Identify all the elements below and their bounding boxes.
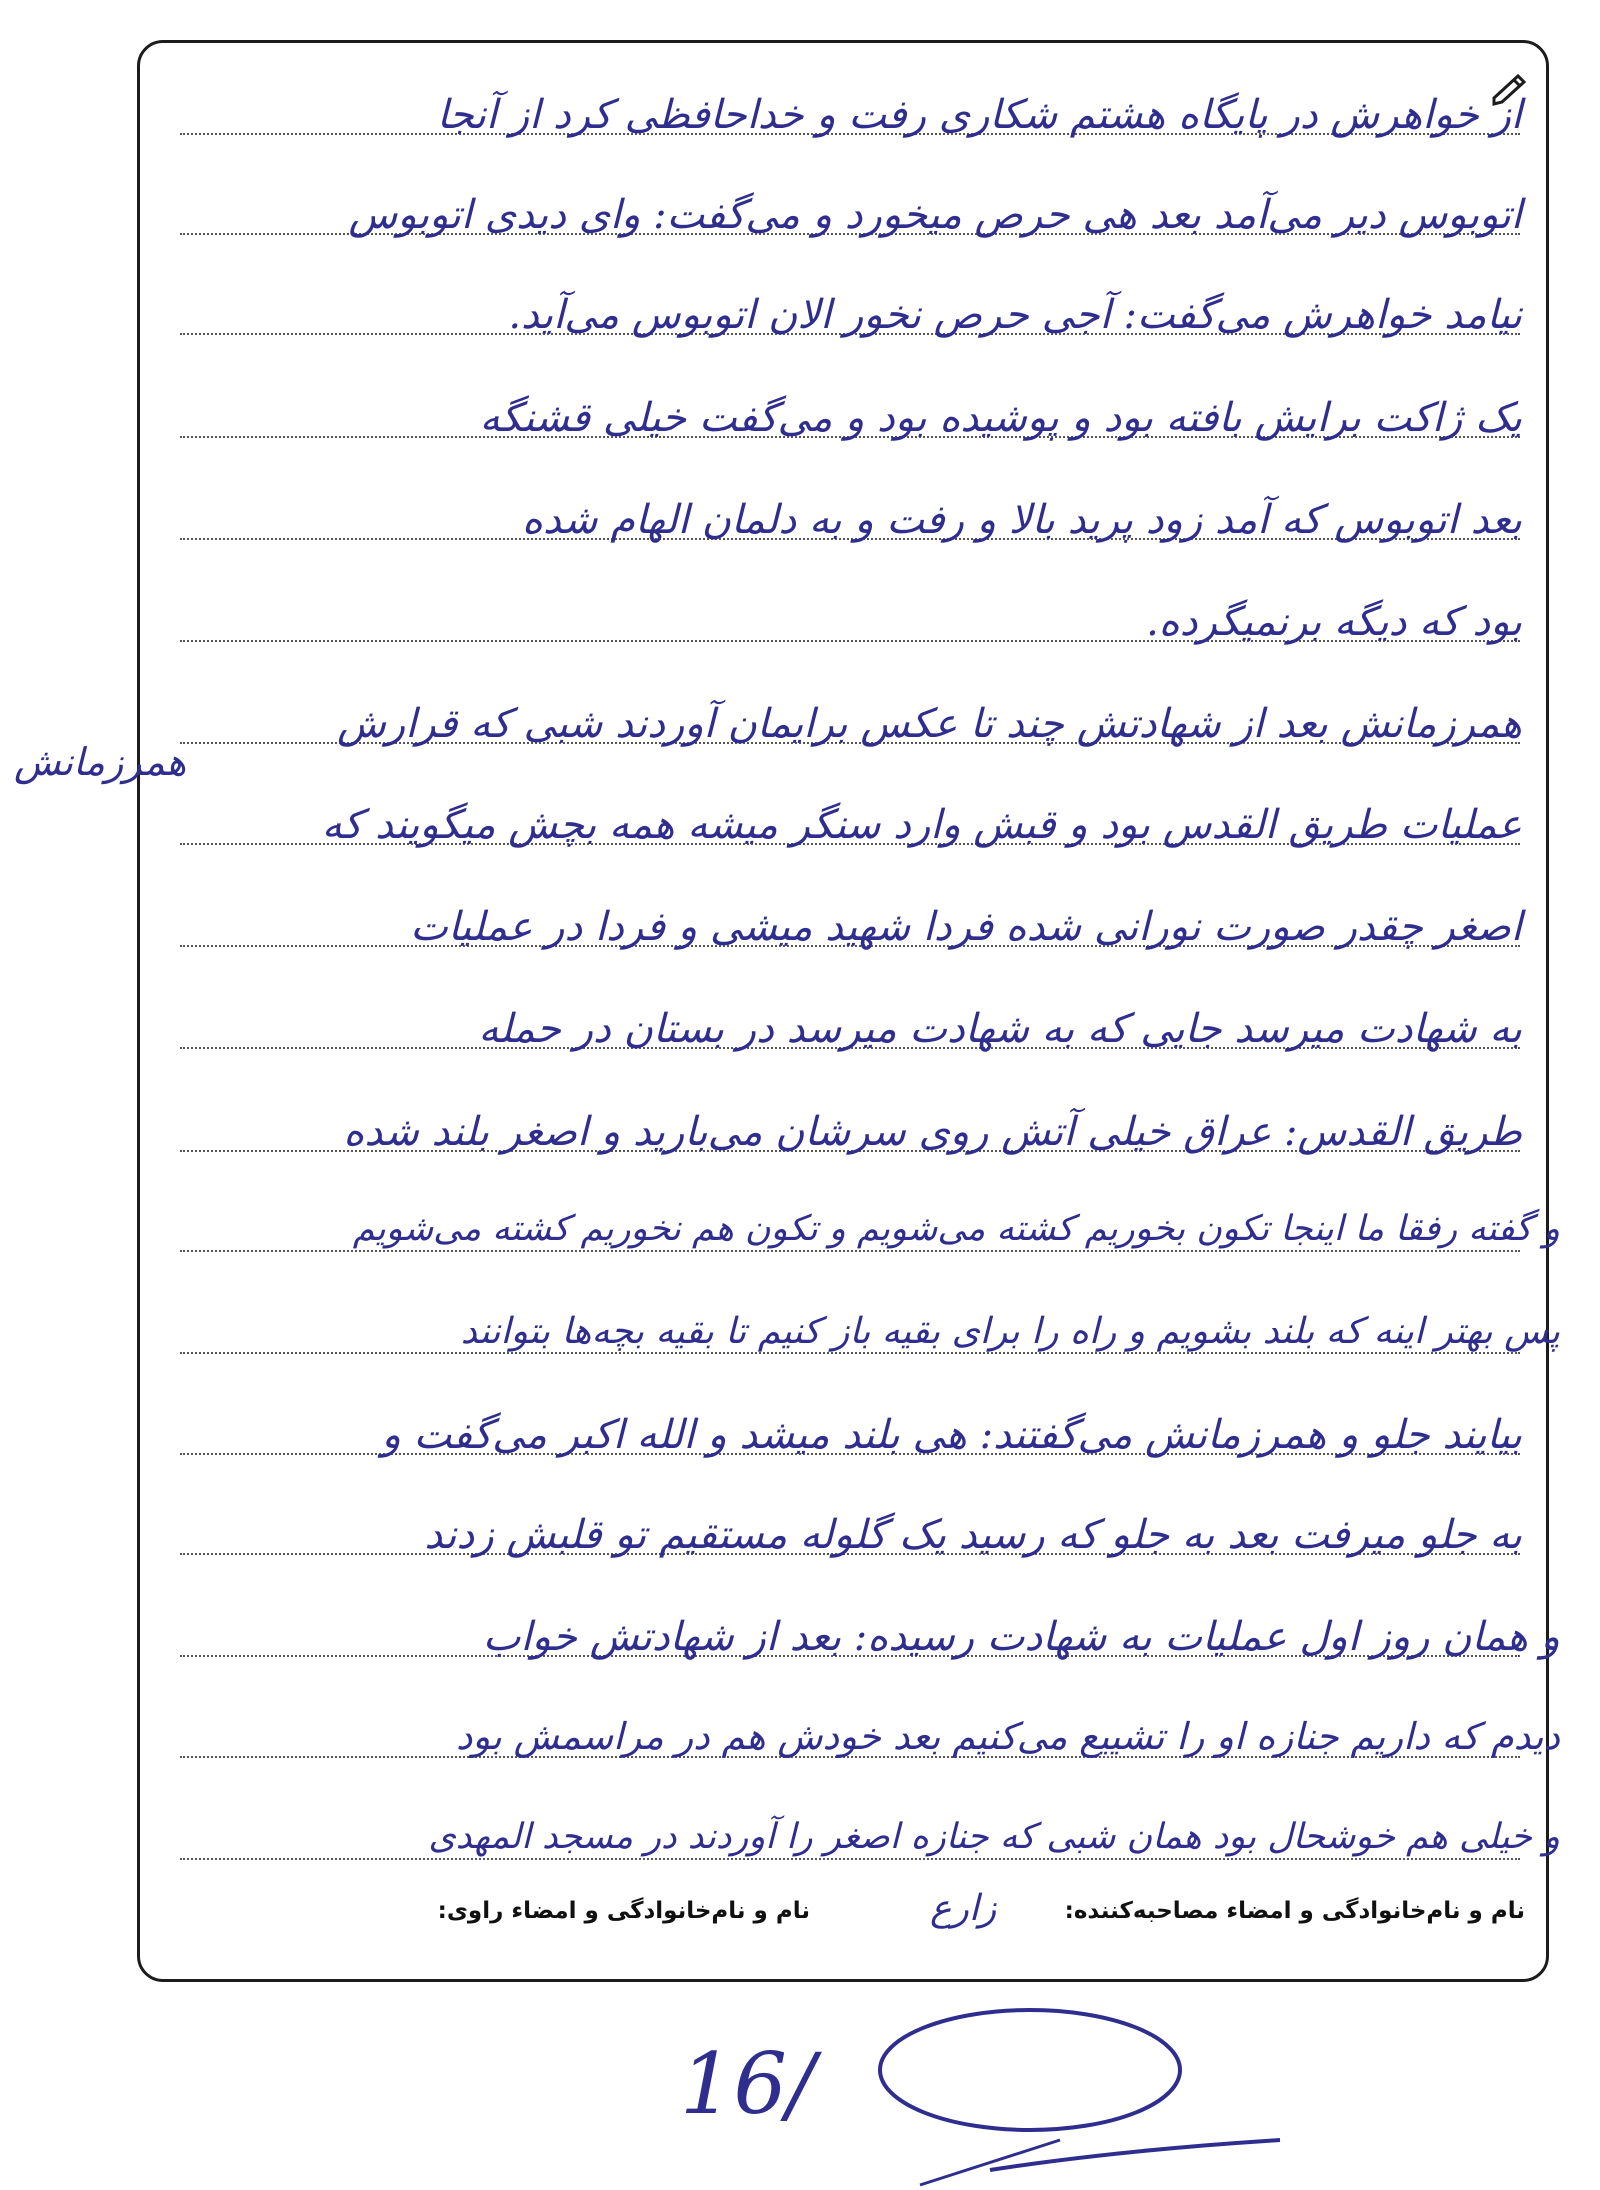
page-number: 16/ (680, 2035, 816, 2133)
handwritten-line: عملیات طریق القدس بود و قبش وارد سنگر میشه همه بچش میگویند که (321, 802, 1522, 848)
handwritten-line: از خواهرش در پایگاه هشتم شکاری رفت و خداحافظی کرد از آنجا (436, 92, 1522, 138)
handwritten-line: و گفته رفقا ما اینجا تکون بخوریم کشته می‌شویم و تکون هم نخوریم کشته می‌شویم (352, 1209, 1560, 1249)
handwritten-line: بعد اتوبوس که آمد زود پرید بالا و رفت و به دلمان الهام شده (522, 497, 1522, 543)
ruled-line (180, 1352, 1520, 1354)
handwritten-line: و همان روز اول عملیات به شهادت رسیده: بعد از شهادتش خواب (482, 1614, 1560, 1660)
handwritten-line: اصغر چقدر صورت نورانی شده فردا شهید میشی و فردا در عملیات (410, 904, 1522, 950)
ruled-line (180, 1250, 1520, 1252)
handwritten-line: یک ژاکت برایش بافته بود و پوشیده بود و می‌گفت خیلی قشنگه (479, 395, 1522, 441)
handwritten-line: پس بهتر اینه که بلند بشویم و راه را برای بقیه باز کنیم تا بقیه بچه‌ها بتوانند (460, 1311, 1560, 1352)
handwritten-line: و خیلی هم خوشحال بود همان شبی که جنازه اصغر را آوردند در مسجد المهدی (428, 1817, 1560, 1857)
ink-oval-mark (860, 2000, 1380, 2190)
margin-note: همرزمانش (14, 740, 187, 784)
narrator-label: نام و نام‌خانوادگی و امضاء راوی: (437, 1898, 810, 1924)
interviewer-signature: زارع (930, 1888, 997, 1929)
handwritten-line: به جلو میرفت بعد به جلو که رسید یک گلوله مستقیم تو قلبش زدند (424, 1512, 1522, 1558)
handwritten-line: دیدم که داریم جنازه او را تشییع می‌کنیم بعد خودش هم در مراسمش بود (455, 1715, 1560, 1758)
handwritten-line: طریق القدس: عراق خیلی آتش روی سرشان می‌بارید و اصغر بلند شده (343, 1109, 1522, 1155)
handwritten-line: اتوبوس دیر می‌آمد بعد هی حرص میخورد و می‌گفت: وای دیدی اتوبوس (348, 192, 1522, 238)
ruled-line (180, 1858, 1520, 1860)
interviewer-label: نام و نام‌خانوادگی و امضاء مصاحبه‌کننده: (1064, 1898, 1525, 1924)
handwritten-line: بیایند جلو و همرزمانش می‌گفتند: هی بلند میشد و الله اکبر می‌گفت و (381, 1412, 1522, 1458)
handwritten-line: نیامد خواهرش می‌گفت: آجی حرص نخور الان اتوبوس می‌آید. (508, 292, 1522, 338)
handwritten-line: به شهادت میرسد جایی که به شهادت میرسد در بستان در حمله (478, 1006, 1522, 1052)
handwritten-line: بود که دیگه برنمیگرده. (1146, 599, 1522, 645)
handwritten-line: همرزمانش بعد از شهادتش چند تا عکس برایمان آوردند شبی که قرارش (337, 701, 1522, 747)
